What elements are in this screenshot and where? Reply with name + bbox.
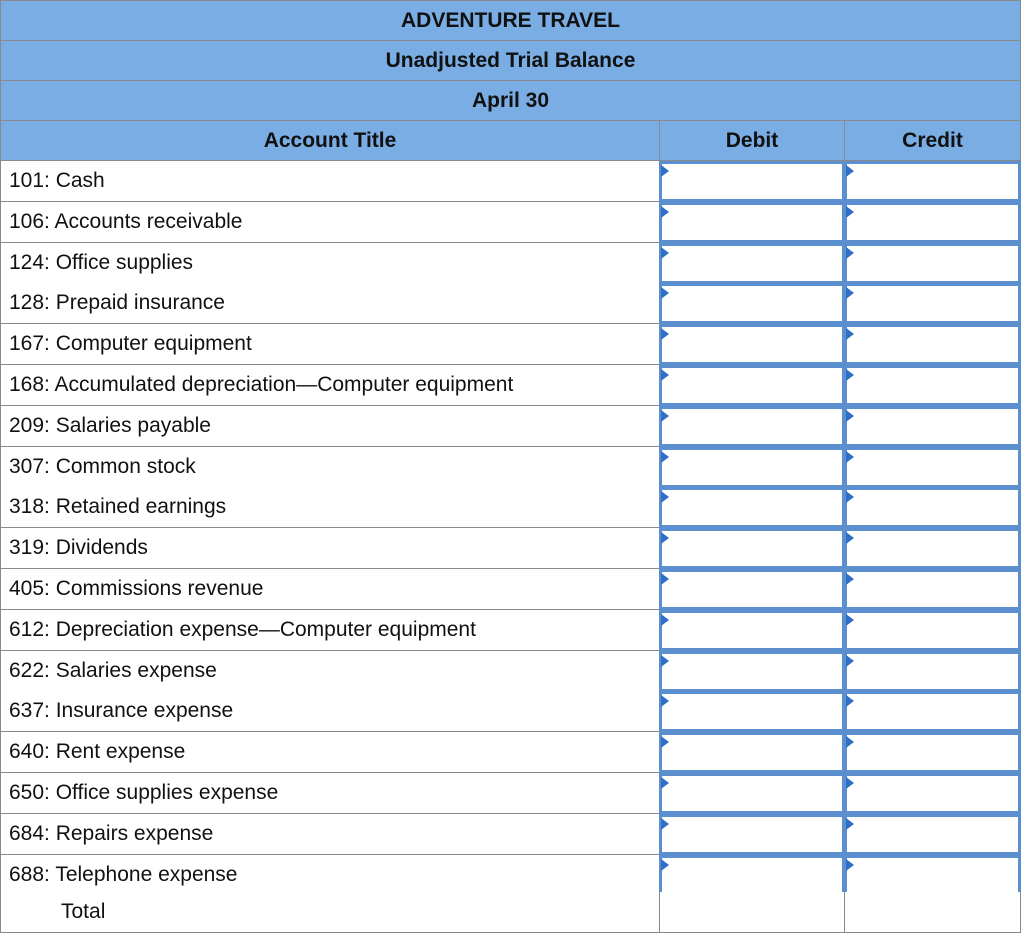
credit-input[interactable] <box>847 531 1018 566</box>
credit-cell <box>844 283 1021 324</box>
debit-input[interactable] <box>662 858 842 893</box>
dropdown-marker-icon <box>661 573 669 585</box>
dropdown-marker-icon <box>846 777 854 789</box>
account-label: 101: Cash <box>0 161 660 202</box>
dropdown-marker-icon <box>846 451 854 463</box>
dropdown-marker-icon <box>661 247 669 259</box>
dropdown-marker-icon <box>661 165 669 177</box>
debit-input[interactable] <box>662 327 842 362</box>
debit-cell <box>659 855 845 896</box>
account-label: 128: Prepaid insurance <box>0 283 660 324</box>
debit-input[interactable] <box>662 205 842 240</box>
total-label: Total <box>0 892 660 933</box>
dropdown-marker-icon <box>661 818 669 830</box>
credit-input[interactable] <box>847 246 1018 281</box>
debit-cell <box>659 691 845 732</box>
credit-cell <box>844 324 1021 365</box>
report-date: April 30 <box>0 80 1021 121</box>
dropdown-marker-icon <box>846 695 854 707</box>
table-row <box>0 283 1021 324</box>
dropdown-marker-icon <box>846 491 854 503</box>
total-credit-input[interactable] <box>845 892 1020 932</box>
credit-input[interactable] <box>847 450 1018 485</box>
table-row <box>0 528 1021 569</box>
credit-cell <box>844 365 1021 406</box>
dropdown-marker-icon <box>661 859 669 871</box>
dropdown-marker-icon <box>846 573 854 585</box>
debit-input[interactable] <box>662 450 842 485</box>
debit-input[interactable] <box>662 735 842 770</box>
account-label: 612: Depreciation expense—Computer equipment <box>0 610 660 651</box>
dropdown-marker-icon <box>846 206 854 218</box>
company-name: ADVENTURE TRAVEL <box>0 0 1021 41</box>
table-row <box>0 691 1021 732</box>
credit-cell <box>844 855 1021 896</box>
account-label: 688: Telephone expense <box>0 855 660 896</box>
credit-input[interactable] <box>847 327 1018 362</box>
credit-cell <box>844 161 1021 202</box>
table-row <box>0 406 1021 447</box>
debit-cell <box>659 283 845 324</box>
total-row <box>0 892 1021 933</box>
account-label: 307: Common stock <box>0 447 660 488</box>
dropdown-marker-icon <box>661 206 669 218</box>
debit-cell <box>659 447 845 488</box>
debit-cell <box>659 202 845 243</box>
debit-input[interactable] <box>662 613 842 648</box>
account-label: 106: Accounts receivable <box>0 202 660 243</box>
debit-cell <box>659 324 845 365</box>
credit-cell <box>844 610 1021 651</box>
account-label: 650: Office supplies expense <box>0 773 660 814</box>
credit-cell <box>844 406 1021 447</box>
debit-input[interactable] <box>662 164 842 199</box>
credit-input[interactable] <box>847 205 1018 240</box>
debit-cell <box>659 773 845 814</box>
table-row <box>0 651 1021 692</box>
table-row <box>0 447 1021 488</box>
dropdown-marker-icon <box>846 165 854 177</box>
table-row <box>0 610 1021 651</box>
dropdown-marker-icon <box>661 736 669 748</box>
table-row <box>0 814 1021 855</box>
debit-input[interactable] <box>662 817 842 852</box>
report-title: Unadjusted Trial Balance <box>0 40 1021 81</box>
table-row <box>0 487 1021 528</box>
debit-cell <box>659 569 845 610</box>
dropdown-marker-icon <box>846 369 854 381</box>
credit-input[interactable] <box>847 694 1018 729</box>
dropdown-marker-icon <box>661 287 669 299</box>
table-row <box>0 202 1021 243</box>
dropdown-marker-icon <box>661 532 669 544</box>
credit-cell <box>844 732 1021 773</box>
table-row <box>0 324 1021 365</box>
dropdown-marker-icon <box>846 655 854 667</box>
dropdown-marker-icon <box>846 410 854 422</box>
credit-input[interactable] <box>847 858 1018 893</box>
credit-input[interactable] <box>847 654 1018 689</box>
debit-cell <box>659 528 845 569</box>
account-label: 684: Repairs expense <box>0 814 660 855</box>
total-credit-cell <box>844 892 1021 933</box>
debit-cell <box>659 243 845 284</box>
credit-input[interactable] <box>847 776 1018 811</box>
credit-input[interactable] <box>847 286 1018 321</box>
table-row <box>0 365 1021 406</box>
credit-input[interactable] <box>847 613 1018 648</box>
debit-input[interactable] <box>662 531 842 566</box>
account-title-header: Account Title <box>0 120 660 161</box>
credit-input[interactable] <box>847 409 1018 444</box>
dropdown-marker-icon <box>846 328 854 340</box>
debit-cell <box>659 651 845 692</box>
account-label: 637: Insurance expense <box>0 691 660 732</box>
table-row <box>0 243 1021 284</box>
dropdown-marker-icon <box>661 369 669 381</box>
dropdown-marker-icon <box>846 247 854 259</box>
credit-cell <box>844 528 1021 569</box>
credit-input[interactable] <box>847 490 1018 525</box>
credit-input[interactable] <box>847 368 1018 403</box>
dropdown-marker-icon <box>661 451 669 463</box>
dropdown-marker-icon <box>661 614 669 626</box>
debit-input[interactable] <box>662 368 842 403</box>
debit-header: Debit <box>659 120 845 161</box>
table-row <box>0 855 1021 896</box>
dropdown-marker-icon <box>661 491 669 503</box>
total-debit-cell <box>659 892 845 933</box>
dropdown-marker-icon <box>846 818 854 830</box>
credit-input[interactable] <box>847 164 1018 199</box>
dropdown-marker-icon <box>846 614 854 626</box>
credit-cell <box>844 691 1021 732</box>
debit-input[interactable] <box>662 409 842 444</box>
debit-input[interactable] <box>662 654 842 689</box>
debit-input[interactable] <box>662 286 842 321</box>
dropdown-marker-icon <box>661 410 669 422</box>
debit-input[interactable] <box>662 246 842 281</box>
debit-input[interactable] <box>662 694 842 729</box>
table-row <box>0 569 1021 610</box>
credit-cell <box>844 814 1021 855</box>
account-label: 318: Retained earnings <box>0 487 660 528</box>
credit-cell <box>844 487 1021 528</box>
credit-header: Credit <box>844 120 1021 161</box>
dropdown-marker-icon <box>846 859 854 871</box>
credit-cell <box>844 243 1021 284</box>
dropdown-marker-icon <box>846 287 854 299</box>
account-label: 319: Dividends <box>0 528 660 569</box>
credit-cell <box>844 773 1021 814</box>
debit-cell <box>659 406 845 447</box>
dropdown-marker-icon <box>846 532 854 544</box>
credit-input[interactable] <box>847 735 1018 770</box>
debit-input[interactable] <box>662 776 842 811</box>
total-debit-input[interactable] <box>660 892 844 932</box>
table-row <box>0 732 1021 773</box>
account-label: 168: Accumulated depreciation—Computer equipment <box>0 365 660 406</box>
account-label: 124: Office supplies <box>0 243 660 284</box>
debit-cell <box>659 365 845 406</box>
debit-cell <box>659 814 845 855</box>
credit-input[interactable] <box>847 817 1018 852</box>
credit-cell <box>844 447 1021 488</box>
account-label: 640: Rent expense <box>0 732 660 773</box>
debit-cell <box>659 732 845 773</box>
credit-cell <box>844 569 1021 610</box>
table-row <box>0 773 1021 814</box>
debit-cell <box>659 161 845 202</box>
account-label: 405: Commissions revenue <box>0 569 660 610</box>
credit-input[interactable] <box>847 572 1018 607</box>
dropdown-marker-icon <box>661 655 669 667</box>
dropdown-marker-icon <box>661 777 669 789</box>
account-label: 622: Salaries expense <box>0 651 660 692</box>
table-row <box>0 161 1021 202</box>
credit-cell <box>844 651 1021 692</box>
debit-input[interactable] <box>662 490 842 525</box>
debit-input[interactable] <box>662 572 842 607</box>
dropdown-marker-icon <box>661 695 669 707</box>
debit-cell <box>659 610 845 651</box>
dropdown-marker-icon <box>846 736 854 748</box>
debit-cell <box>659 487 845 528</box>
credit-cell <box>844 202 1021 243</box>
account-label: 167: Computer equipment <box>0 324 660 365</box>
dropdown-marker-icon <box>661 328 669 340</box>
account-label: 209: Salaries payable <box>0 406 660 447</box>
